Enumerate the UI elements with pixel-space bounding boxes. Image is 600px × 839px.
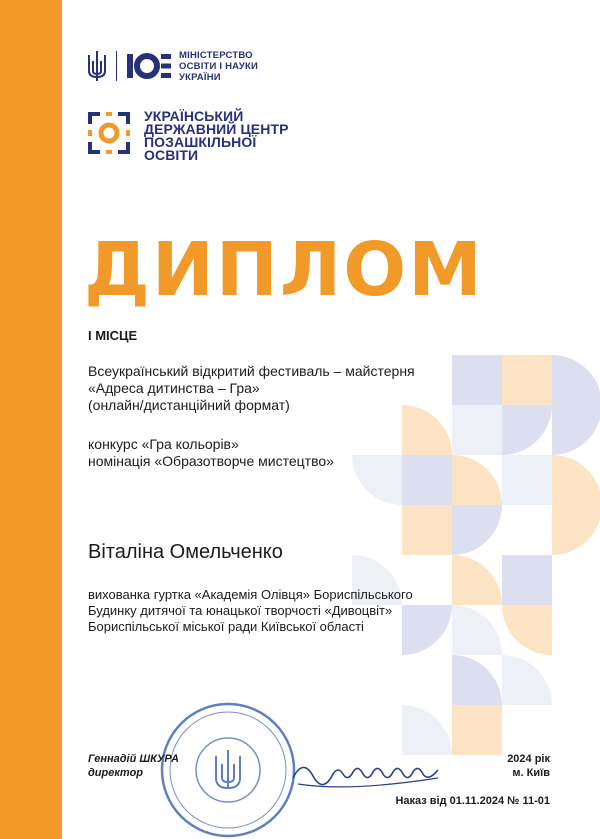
center-name-line: ОСВІТИ xyxy=(144,147,199,163)
center-name-line: УКРАЇНСЬКИЙ xyxy=(144,108,244,124)
ministry-name xyxy=(179,50,258,83)
recipient-description-line: Будинку дитячої та юнацької творчості «Дивоцвіт» xyxy=(88,603,393,618)
ministry-name-line: ОСВІТИ І НАУКИ xyxy=(179,60,258,72)
festival-description xyxy=(88,363,415,414)
director-name: Геннадій ШКУРА xyxy=(88,753,179,765)
ministry-logo-block xyxy=(86,48,258,84)
recipient-name: Віталіна Омельченко xyxy=(88,541,283,563)
place-heading: І МІСЦЕ xyxy=(88,328,138,343)
festival-line: (онлайн/дистанційний формат) xyxy=(88,397,290,413)
festival-line: «Адреса дитинства – Гра» xyxy=(88,380,260,396)
center-logo-block xyxy=(86,110,289,162)
center-logo-icon xyxy=(86,110,132,156)
recipient-description-line: Бориспільської міської ради Київської області xyxy=(88,619,364,634)
trident-icon xyxy=(86,49,108,83)
ministry-name-line: МІНІСТЕРСТВО xyxy=(179,49,253,61)
ministry-logo-icon xyxy=(127,48,171,84)
center-name-line: ПОЗАШКІЛЬНОЇ xyxy=(144,134,257,150)
director-title: директор xyxy=(88,767,144,779)
recipient-description-line: вихованка гуртка «Академія Олівця» Бориспільського xyxy=(88,587,413,602)
center-name-line: ДЕРЖАВНИЙ ЦЕНТР xyxy=(144,121,289,137)
ministry-name-line: УКРАЇНИ xyxy=(179,71,221,83)
contest-line: номінація «Образотворче мистецтво» xyxy=(88,453,334,469)
director-signature-block xyxy=(88,752,179,780)
diploma-title: ДИПЛОМ xyxy=(84,227,484,313)
contest-description xyxy=(88,436,334,470)
issue-city: м. Київ xyxy=(512,767,550,779)
signature-icon xyxy=(288,748,458,798)
contest-line: конкурс «Гра кольорів» xyxy=(88,436,239,452)
center-name xyxy=(144,110,289,162)
logo-separator xyxy=(116,51,117,81)
recipient-description xyxy=(88,587,413,635)
date-place-block xyxy=(507,752,550,780)
order-reference: Наказ від 01.11.2024 № 11-01 xyxy=(395,795,550,807)
issue-year: 2024 рік xyxy=(507,753,550,765)
stamp-icon xyxy=(158,700,298,839)
festival-line: Всеукраїнський відкритий фестиваль – майстерня xyxy=(88,363,415,379)
